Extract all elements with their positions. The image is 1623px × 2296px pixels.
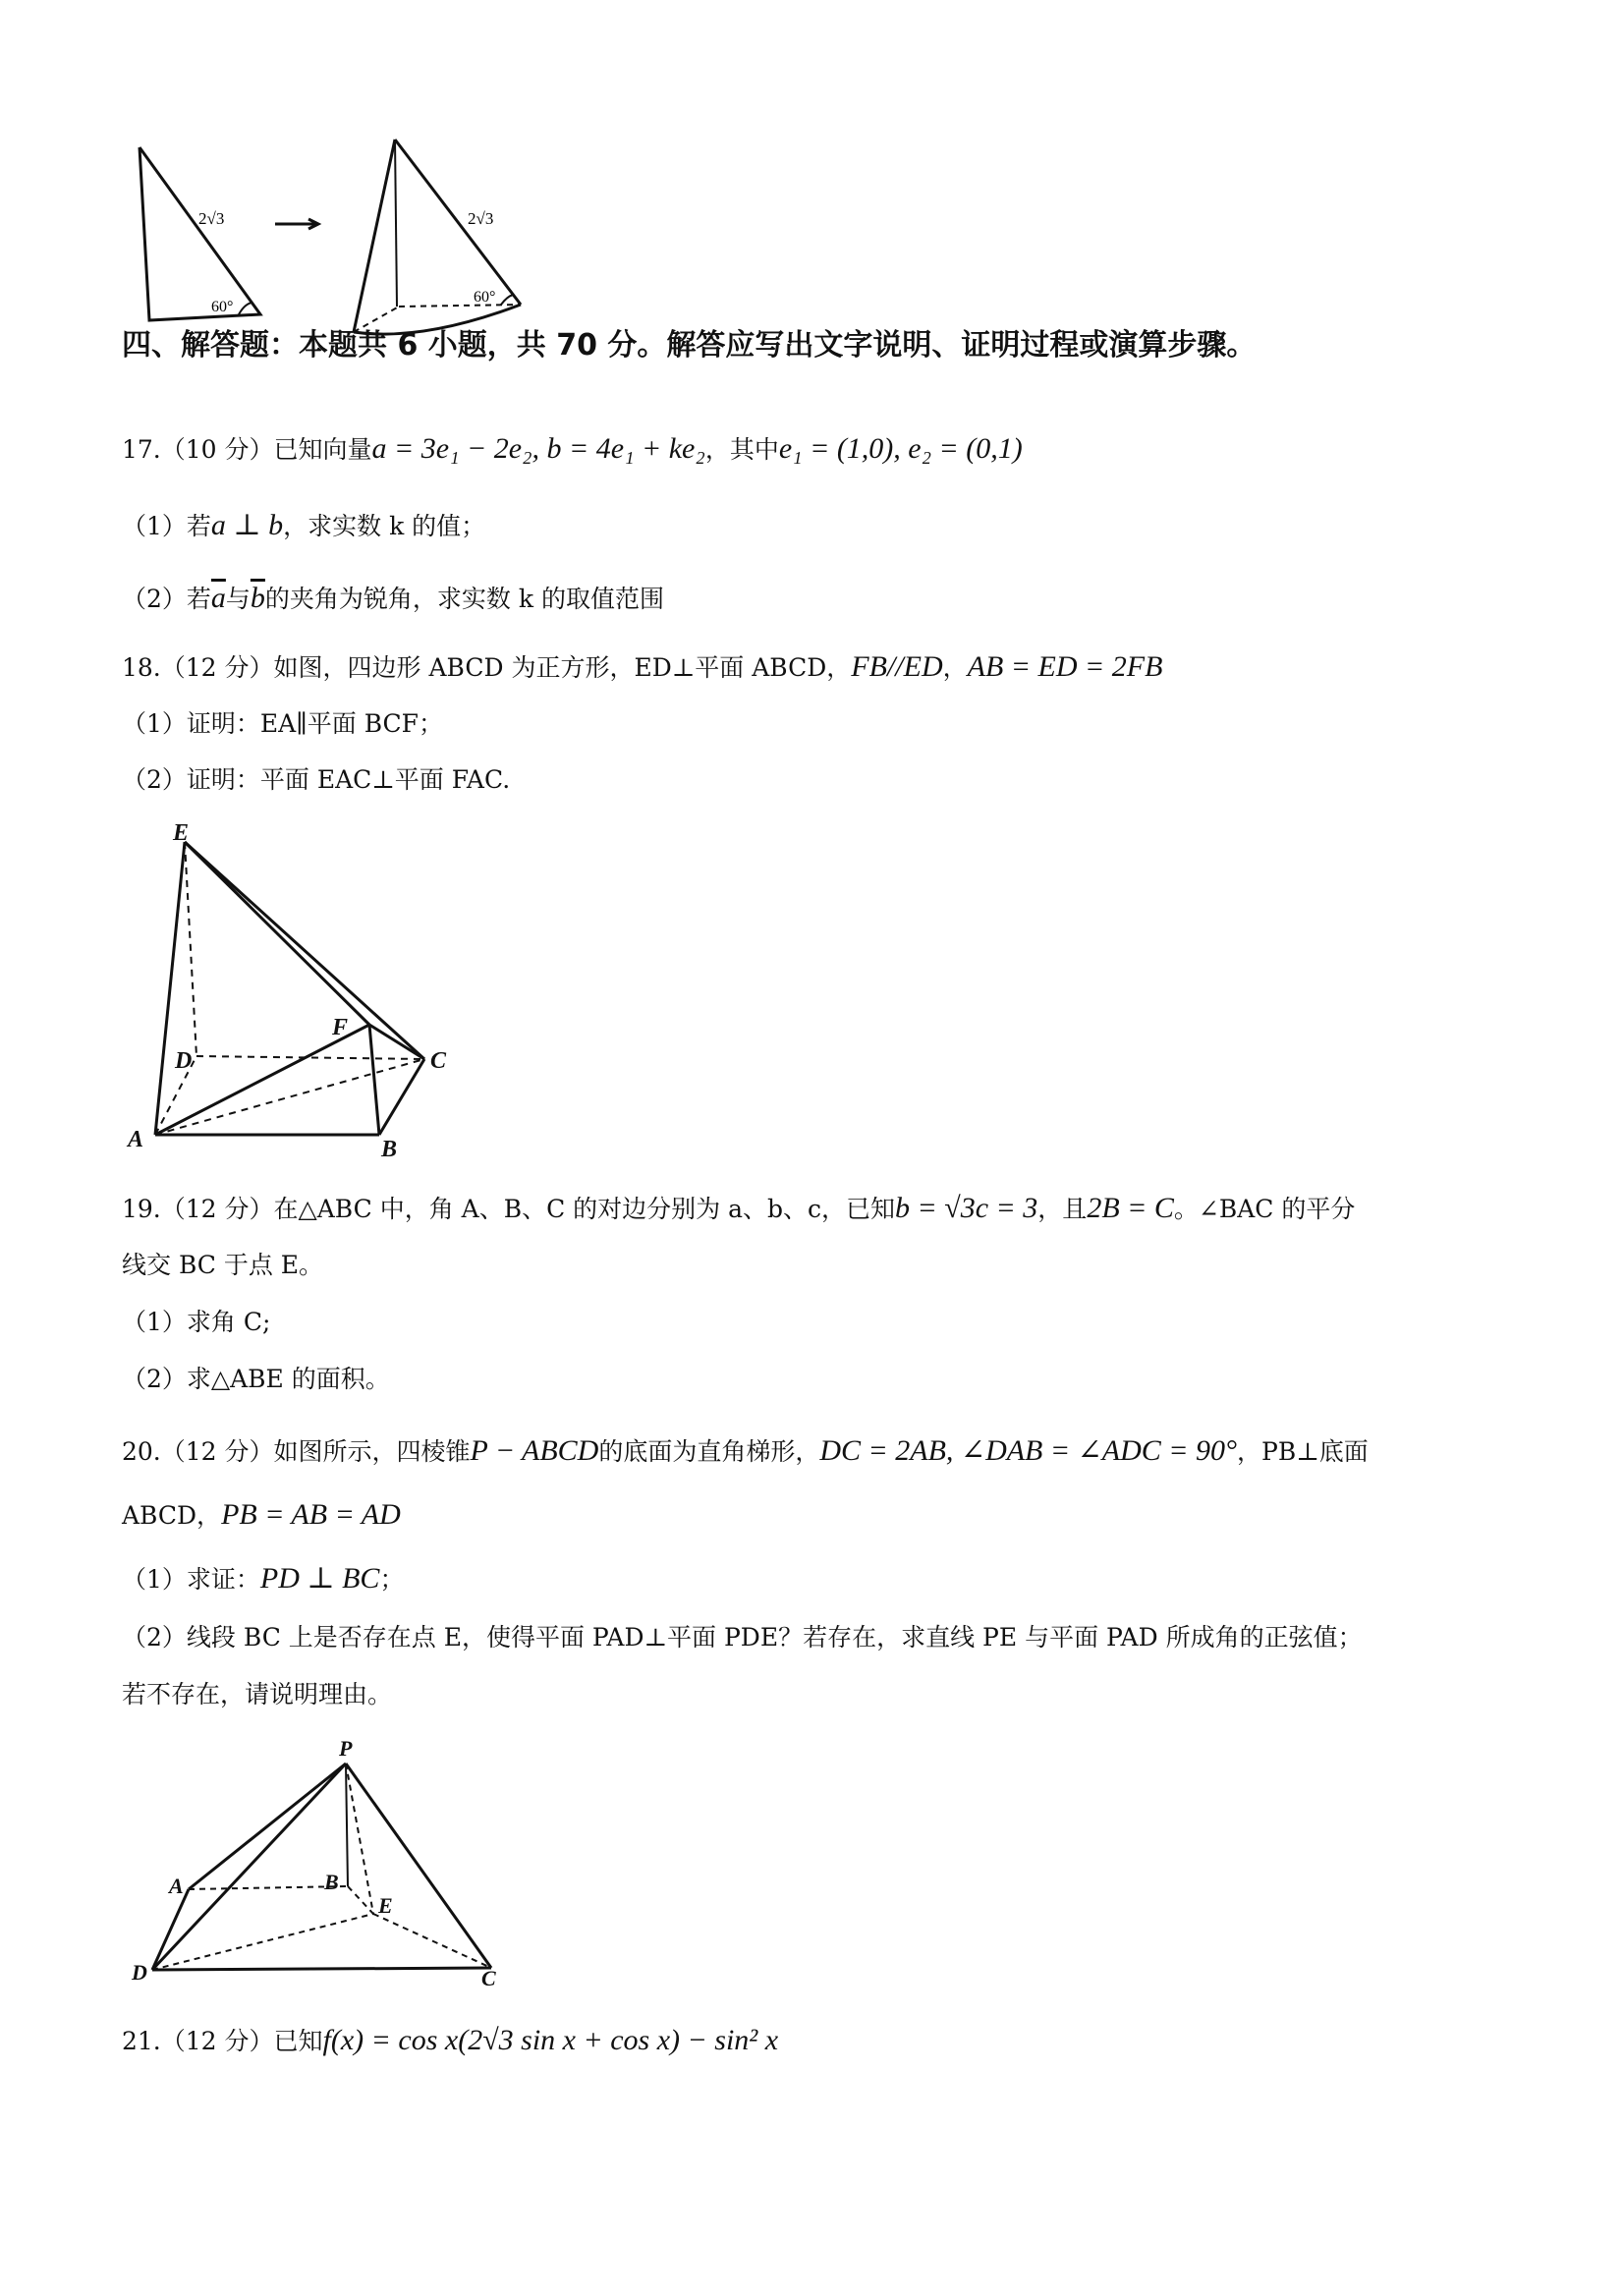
q18-label-f: F [332,1015,349,1040]
q17-stem: 17.（10 分）已知向量a = 3e₁ − 2e₂, b = 4e₁ + ke₂，其中e₁ = (1,0), e₂ = (0,1) [122,432,1023,465]
q20-label-d: D [132,1960,147,1985]
q17-basis-formula: e₁ = (1,0), e₂ = (0,1) [778,432,1023,465]
q17-vectors-formula: a = 3e₁ − 2e₂, b = 4e₁ + ke₂ [371,432,705,465]
q20-part2-line1: （2）线段 BC 上是否存在点 E，使得平面 PAD⊥平面 PDE？若存在，求直线 PE 与平面 PAD 所成角的正弦值； [122,1623,1363,1652]
q20-label-b: B [324,1870,339,1894]
q20-part1: （1）求证：PD ⊥ BC； [122,1562,405,1595]
triangle-shape [140,147,260,320]
q19-stem: 19.（12 分）在△ABC 中，角 A、B、C 的对边分别为 a、b、c，已知b = √3c = 3，且2B = C。∠BAC 的平分 [122,1192,1356,1224]
q20-label-c: C [481,1966,496,1990]
q18-part2: （2）证明：平面 EAC⊥平面 FAC. [122,765,511,794]
q20-stem: 20.（12 分）如图所示，四棱锥P − ABCD的底面为直角梯形，DC = 2AB, ∠DAB = ∠ADC = 90°，PB⊥底面 [122,1434,1369,1467]
q20-stem-line2: ABCD，PB = AB = AD [122,1498,401,1531]
q20-label-p: P [339,1736,353,1761]
q18-prism-figure [118,820,472,1159]
triangle-angle-label: 60° [211,299,234,315]
q18-stem: 18.（12 分）如图，四边形 ABCD 为正方形，ED⊥平面 ABCD，FB//ED，AB = ED = 2FB [122,650,1163,683]
q20-pyramid-figure [128,1734,521,1994]
cone-angle-label: 60° [474,289,496,306]
q19-stem-line2: 线交 BC 于点 E。 [122,1251,324,1279]
q18-label-c: C [430,1048,447,1074]
q19-part1: （1）求角 C; [122,1308,271,1336]
q20-part2-line2: 若不存在，请说明理由。 [122,1680,393,1708]
cone-figure [128,128,540,349]
q18-part1: （1）证明：EA∥平面 BCF； [122,709,444,738]
q20-label-e: E [378,1893,393,1918]
q17-part2: （2）若$\overline{a}$与$\overline{b}$的夹角为锐角，求实数 k 的取值范围 [122,582,664,614]
cone-side-label: 2√3 [468,209,494,228]
q18-label-e: E [173,820,190,846]
q19-part2: （2）求△ABE 的面积。 [122,1365,390,1393]
q18-label-a: A [128,1127,144,1152]
q20-label-a: A [169,1874,184,1898]
q21-function-formula: f(x) = cos x(2√3 sin x + cos x) − sin² x [322,2024,779,2056]
triangle-side-label: 2√3 [198,209,225,228]
section-heading: 四、解答题：本题共 6 小题，共 70 分。解答应写出文字说明、证明过程或演算步骤。 [122,328,1257,363]
q17-part1: （1）若a ⊥ b，求实数 k 的值； [122,509,486,541]
q21-stem: 21.（12 分）已知f(x) = cos x(2√3 sin x + cos x) − sin² x [122,2024,779,2056]
q18-label-d: D [175,1048,193,1074]
q18-label-b: B [381,1137,398,1159]
